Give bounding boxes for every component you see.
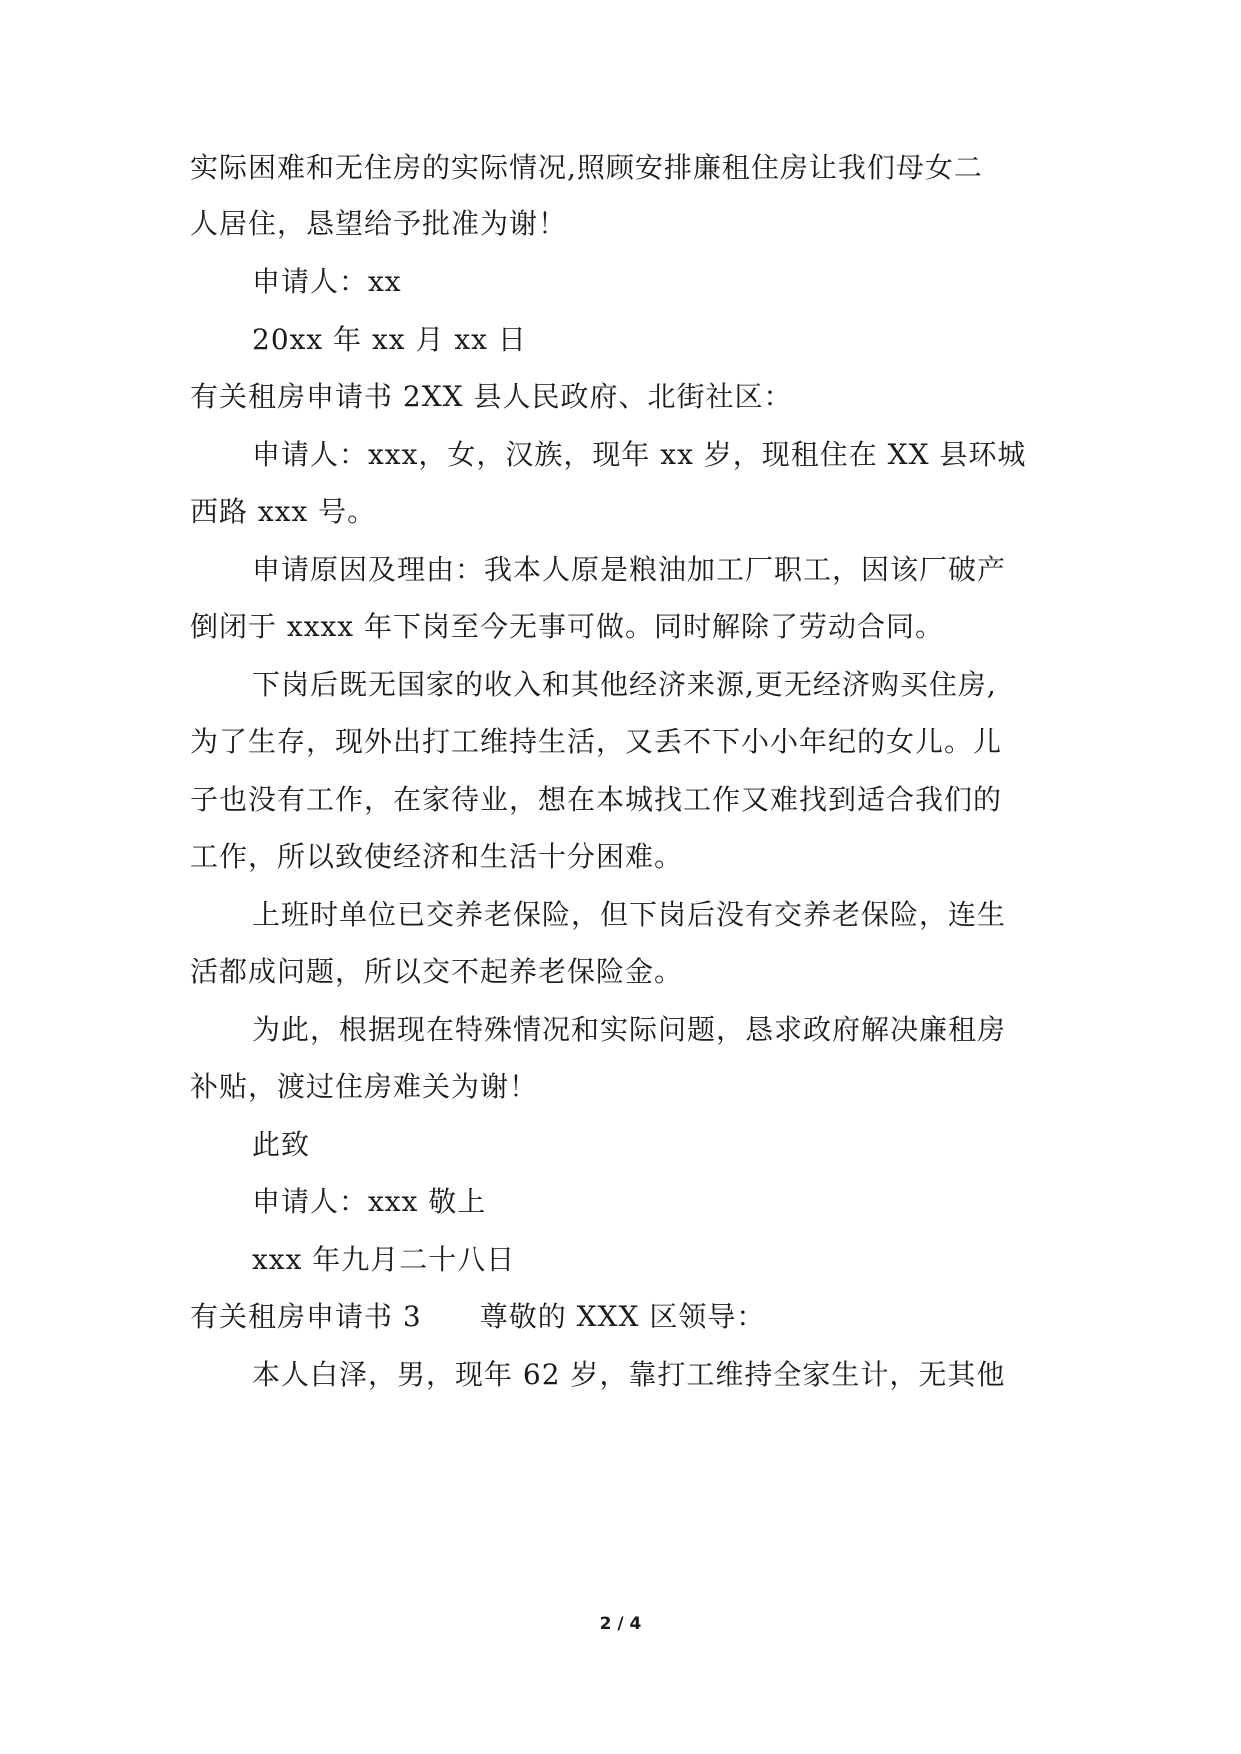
text-line: 工作，所以致使经济和生活十分困难。 xyxy=(190,840,684,873)
text-line: 活都成问题，所以交不起养老保险金。 xyxy=(190,955,684,988)
page-number: 2 / 4 xyxy=(599,1614,642,1634)
text-line: 下岗后既无国家的收入和其他经济来源,更无经济购买住房, xyxy=(252,668,997,701)
applicant-signature-line: 申请人：xxx 敬上 xyxy=(252,1185,487,1218)
text-line: 为此，根据现在特殊情况和实际问题，恳求政府解决廉租房 xyxy=(252,1013,1007,1046)
text-line: 倒闭于 xxxx 年下岗至今无事可做。同时解除了劳动合同。 xyxy=(190,610,944,643)
text-line: 人居住，恳望给予批准为谢！ xyxy=(190,207,568,240)
text-line: 为了生存，现外出打工维持生活，又丢不下小小年纪的女儿。儿 xyxy=(190,725,1003,758)
text-line: 子也没有工作，在家待业，想在本城找工作又难找到适合我们的 xyxy=(190,783,1003,816)
text-line: 西路 xxx 号。 xyxy=(190,495,377,528)
text-line: 申请人：xxx，女，汉族，现年 xx 岁，现租住在 XX 县环城 xyxy=(252,438,1027,471)
text-line: 本人白泽，男，现年 62 岁，靠打工维持全家生计，无其他 xyxy=(252,1358,1006,1391)
date-line: 20xx 年 xx 月 xx 日 xyxy=(252,323,527,356)
text-line: 上班时单位已交养老保险，但下岗后没有交养老保险，连生 xyxy=(252,898,1007,931)
text-line: 申请原因及理由：我本人原是粮油加工厂职工，因该厂破产 xyxy=(252,553,1007,586)
text-line: 补贴，渡过住房难关为谢！ xyxy=(190,1070,539,1103)
salutation-line: 此致 xyxy=(252,1128,311,1161)
text-line: 实际困难和无住房的实际情况,照顾安排廉租住房让我们母女二 xyxy=(190,151,983,184)
section-heading: 有关租房申请书 2XX 县人民政府、北街社区： xyxy=(190,380,793,413)
date-line: xxx 年九月二十八日 xyxy=(252,1243,516,1276)
applicant-line: 申请人：xx xyxy=(252,265,402,298)
section-heading: 有关租房申请书 3 尊敬的 XXX 区领导： xyxy=(190,1300,766,1333)
